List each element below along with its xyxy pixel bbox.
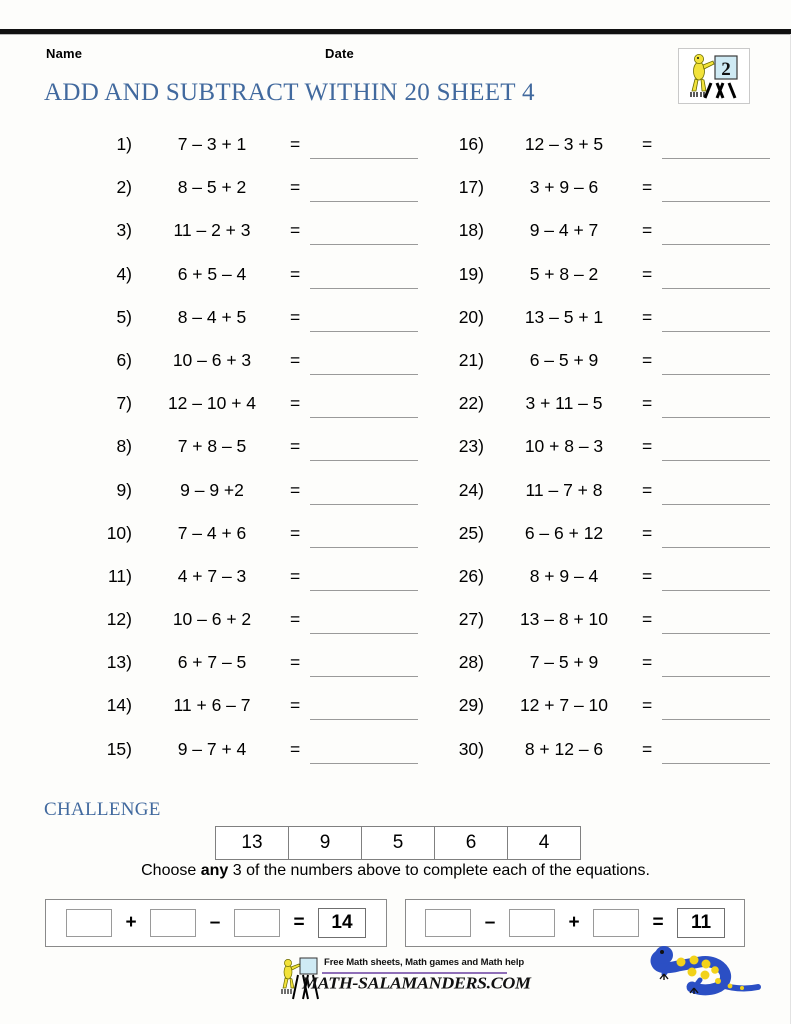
problem-number: 14) — [106, 695, 132, 716]
answer-line[interactable] — [662, 547, 770, 548]
problem-row — [438, 387, 791, 430]
page-top-rule-thin — [0, 34, 791, 35]
problem-equals: = — [642, 609, 653, 630]
challenge-blank[interactable] — [509, 909, 555, 937]
problems-column-left — [86, 128, 446, 776]
answer-line[interactable] — [662, 504, 770, 505]
problem-row — [438, 128, 791, 171]
problem-expression: 12 – 10 + 4 — [167, 393, 257, 414]
problem-row — [86, 214, 446, 257]
instruction-bold: any — [200, 862, 229, 879]
problem-row — [438, 646, 791, 689]
name-label: Name — [46, 46, 83, 61]
answer-line[interactable] — [310, 158, 418, 159]
salamander-mascot-icon — [648, 938, 768, 1000]
problem-number: 22) — [458, 393, 484, 414]
problem-expression: 9 – 4 + 7 — [529, 220, 599, 241]
problem-equals: = — [290, 652, 301, 673]
problem-expression: 12 – 3 + 5 — [524, 134, 604, 154]
problem-equals: = — [290, 738, 301, 759]
challenge-equals: = — [652, 912, 664, 933]
svg-text:2: 2 — [721, 59, 731, 80]
answer-line[interactable] — [310, 504, 418, 505]
problem-expression: 8 + 12 – 6 — [524, 738, 604, 759]
problem-equals: = — [642, 479, 653, 500]
problem-expression: 7 – 5 + 9 — [529, 652, 599, 673]
problem-number: 1) — [116, 134, 132, 154]
answer-line[interactable] — [662, 374, 770, 375]
answer-line[interactable] — [662, 201, 770, 202]
answer-line[interactable] — [662, 590, 770, 591]
site-footer-logo — [278, 955, 531, 1001]
problem-row — [86, 474, 446, 517]
problem-number: 3) — [116, 220, 132, 241]
problem-expression: 8 + 9 – 4 — [529, 565, 599, 586]
problem-expression: 11 + 6 – 7 — [173, 695, 251, 716]
problem-row — [438, 430, 791, 473]
problem-equals: = — [290, 609, 301, 630]
problem-equals: = — [290, 565, 301, 586]
problem-equals: = — [642, 565, 653, 586]
challenge-blank[interactable] — [150, 909, 196, 937]
problem-number: 26) — [458, 565, 484, 586]
problem-equals: = — [290, 263, 301, 284]
answer-line[interactable] — [310, 590, 418, 591]
challenge-blank[interactable] — [66, 909, 112, 937]
problem-row — [86, 517, 446, 560]
problem-row — [86, 128, 446, 171]
problem-number: 29) — [458, 695, 484, 716]
problem-equals: = — [290, 436, 301, 457]
problem-row — [438, 214, 791, 257]
problem-equals: = — [642, 738, 653, 759]
challenge-blank[interactable] — [593, 909, 639, 937]
challenge-answer: 14 — [318, 908, 366, 938]
problem-number: 7) — [116, 393, 132, 414]
problem-expression: 11 – 7 + 8 — [525, 479, 603, 500]
problem-equals: = — [642, 220, 653, 241]
problem-row — [86, 171, 446, 214]
problem-number: 24) — [458, 479, 484, 500]
problem-number: 13) — [106, 652, 132, 673]
problem-equals: = — [642, 436, 653, 457]
problem-expression: 9 – 9 +2 — [180, 479, 244, 500]
answer-line[interactable] — [662, 244, 770, 245]
answer-line[interactable] — [310, 547, 418, 548]
challenge-operator: – — [484, 912, 496, 933]
problem-expression: 3 + 9 – 6 — [529, 177, 599, 198]
answer-line[interactable] — [662, 158, 770, 159]
problem-row — [438, 560, 791, 603]
problem-row — [438, 344, 791, 387]
problem-equals: = — [642, 306, 653, 327]
problem-row — [438, 301, 791, 344]
challenge-equals: = — [293, 912, 305, 933]
answer-line[interactable] — [662, 633, 770, 634]
answer-line[interactable] — [310, 374, 418, 375]
problem-number: 18) — [458, 220, 484, 241]
answer-line[interactable] — [310, 244, 418, 245]
problem-number: 25) — [458, 522, 484, 543]
problem-row — [438, 258, 791, 301]
problem-equals: = — [290, 177, 301, 198]
problem-equals: = — [642, 263, 653, 284]
problem-expression: 8 – 5 + 2 — [177, 177, 247, 198]
problem-row — [86, 689, 446, 732]
answer-line[interactable] — [310, 460, 418, 461]
problem-expression: 12 + 7 – 10 — [519, 695, 609, 716]
problem-expression: 6 – 5 + 9 — [529, 349, 599, 370]
problem-number: 15) — [106, 738, 132, 759]
problem-number: 19) — [458, 263, 484, 284]
answer-line[interactable] — [310, 719, 418, 720]
problem-number: 20) — [458, 306, 484, 327]
problem-equals: = — [290, 393, 301, 414]
date-label: Date — [325, 46, 354, 61]
problem-row — [86, 301, 446, 344]
problem-row — [86, 603, 446, 646]
problem-number: 30) — [458, 738, 484, 759]
problem-number: 11) — [108, 565, 132, 586]
salamander-easel-icon — [679, 49, 747, 101]
problem-row — [438, 689, 791, 732]
problem-number: 9) — [116, 479, 132, 500]
problem-number: 4) — [116, 263, 132, 284]
problem-equals: = — [642, 349, 653, 370]
problem-equals: = — [642, 652, 653, 673]
problem-expression: 13 – 5 + 1 — [524, 306, 604, 327]
instruction-post: 3 of the numbers above to complete each of the equations. — [228, 862, 650, 879]
problem-number: 21) — [458, 349, 484, 370]
problem-row — [86, 646, 446, 689]
problem-number: 5) — [116, 306, 132, 327]
answer-line[interactable] — [662, 417, 770, 418]
challenge-operator: + — [125, 912, 137, 933]
challenge-equation-1 — [45, 899, 387, 947]
page-title: ADD AND SUBTRACT WITHIN 20 SHEET 4 — [44, 79, 535, 106]
challenge-operator: – — [209, 912, 221, 933]
answer-line[interactable] — [310, 201, 418, 202]
challenge-number-cell: 9 — [289, 827, 362, 859]
challenge-number-cell: 13 — [216, 827, 289, 859]
problem-equals: = — [290, 220, 301, 241]
problem-row — [86, 258, 446, 301]
answer-line[interactable] — [310, 763, 418, 764]
problem-number: 23) — [458, 436, 484, 457]
problem-equals: = — [642, 177, 653, 198]
problem-row — [438, 733, 791, 776]
problem-equals: = — [290, 479, 301, 500]
problem-number: 8) — [116, 436, 132, 457]
problem-number: 28) — [458, 652, 484, 673]
challenge-number-cell: 6 — [435, 827, 508, 859]
challenge-answer: 11 — [677, 908, 725, 938]
problem-equals: = — [642, 393, 653, 414]
answer-line[interactable] — [310, 331, 418, 332]
answer-line[interactable] — [662, 288, 770, 289]
answer-line[interactable] — [310, 633, 418, 634]
problem-number: 6) — [116, 349, 132, 370]
problem-equals: = — [290, 134, 301, 154]
problem-row — [438, 171, 791, 214]
challenge-number-strip — [215, 826, 581, 860]
problem-number: 16) — [458, 134, 484, 154]
problem-expression: 13 – 8 + 10 — [519, 609, 609, 630]
problem-equals: = — [642, 134, 653, 154]
problem-row — [86, 430, 446, 473]
challenge-number-cell: 4 — [538, 832, 550, 853]
problem-number: 17) — [458, 177, 484, 198]
problem-equals: = — [290, 306, 301, 327]
problem-equals: = — [642, 695, 653, 716]
problem-row — [438, 517, 791, 560]
challenge-blank[interactable] — [234, 909, 280, 937]
problem-row — [86, 733, 446, 776]
problem-equals: = — [642, 522, 653, 543]
problem-expression: 7 + 8 – 5 — [177, 436, 247, 457]
answer-line[interactable] — [310, 288, 418, 289]
answer-line[interactable] — [310, 417, 418, 418]
problem-row — [438, 474, 791, 517]
challenge-heading: CHALLENGE — [44, 799, 161, 820]
problem-expression: 10 – 6 + 3 — [172, 349, 252, 370]
problem-expression: 6 + 5 – 4 — [177, 263, 247, 284]
problem-expression: 10 – 6 + 2 — [172, 609, 252, 630]
answer-line[interactable] — [662, 460, 770, 461]
grade-logo — [678, 48, 750, 104]
problem-expression: 6 – 6 + 12 — [524, 522, 604, 543]
problem-number: 27) — [458, 609, 484, 630]
problem-equals: = — [290, 349, 301, 370]
challenge-blank[interactable] — [425, 909, 471, 937]
footer-url[interactable]: MATH-SALAMANDERS.COM — [302, 973, 531, 993]
challenge-instruction — [0, 862, 791, 880]
problem-row — [86, 387, 446, 430]
challenge-operator: + — [568, 912, 580, 933]
problem-number: 12) — [106, 609, 132, 630]
challenge-number-cell: 5 — [362, 827, 435, 859]
problem-expression: 9 – 7 + 4 — [177, 738, 247, 759]
problem-expression: 7 – 3 + 1 — [177, 134, 247, 154]
problem-expression: 4 + 7 – 3 — [177, 565, 247, 586]
problem-expression: 10 + 8 – 3 — [524, 436, 604, 457]
problem-expression: 8 – 4 + 5 — [177, 306, 247, 327]
problem-expression: 7 – 4 + 6 — [177, 522, 247, 543]
answer-line[interactable] — [662, 331, 770, 332]
answer-line[interactable] — [310, 676, 418, 677]
answer-line[interactable] — [662, 676, 770, 677]
problem-expression: 11 – 2 + 3 — [173, 220, 251, 241]
problem-equals: = — [290, 522, 301, 543]
instruction-pre: Choose — [141, 862, 201, 879]
answer-line[interactable] — [662, 719, 770, 720]
problem-expression: 6 + 7 – 5 — [177, 652, 247, 673]
problem-row — [86, 344, 446, 387]
problem-number: 10) — [106, 522, 132, 543]
problem-equals: = — [290, 695, 301, 716]
problem-row — [438, 603, 791, 646]
problems-column-right — [438, 128, 791, 776]
problem-number: 2) — [116, 177, 132, 198]
problem-expression: 5 + 8 – 2 — [529, 263, 599, 284]
footer-tagline: Free Math sheets, Math games and Math help — [324, 957, 525, 968]
problem-expression: 3 + 11 – 5 — [525, 393, 603, 414]
problem-row — [86, 560, 446, 603]
answer-line[interactable] — [662, 763, 770, 764]
